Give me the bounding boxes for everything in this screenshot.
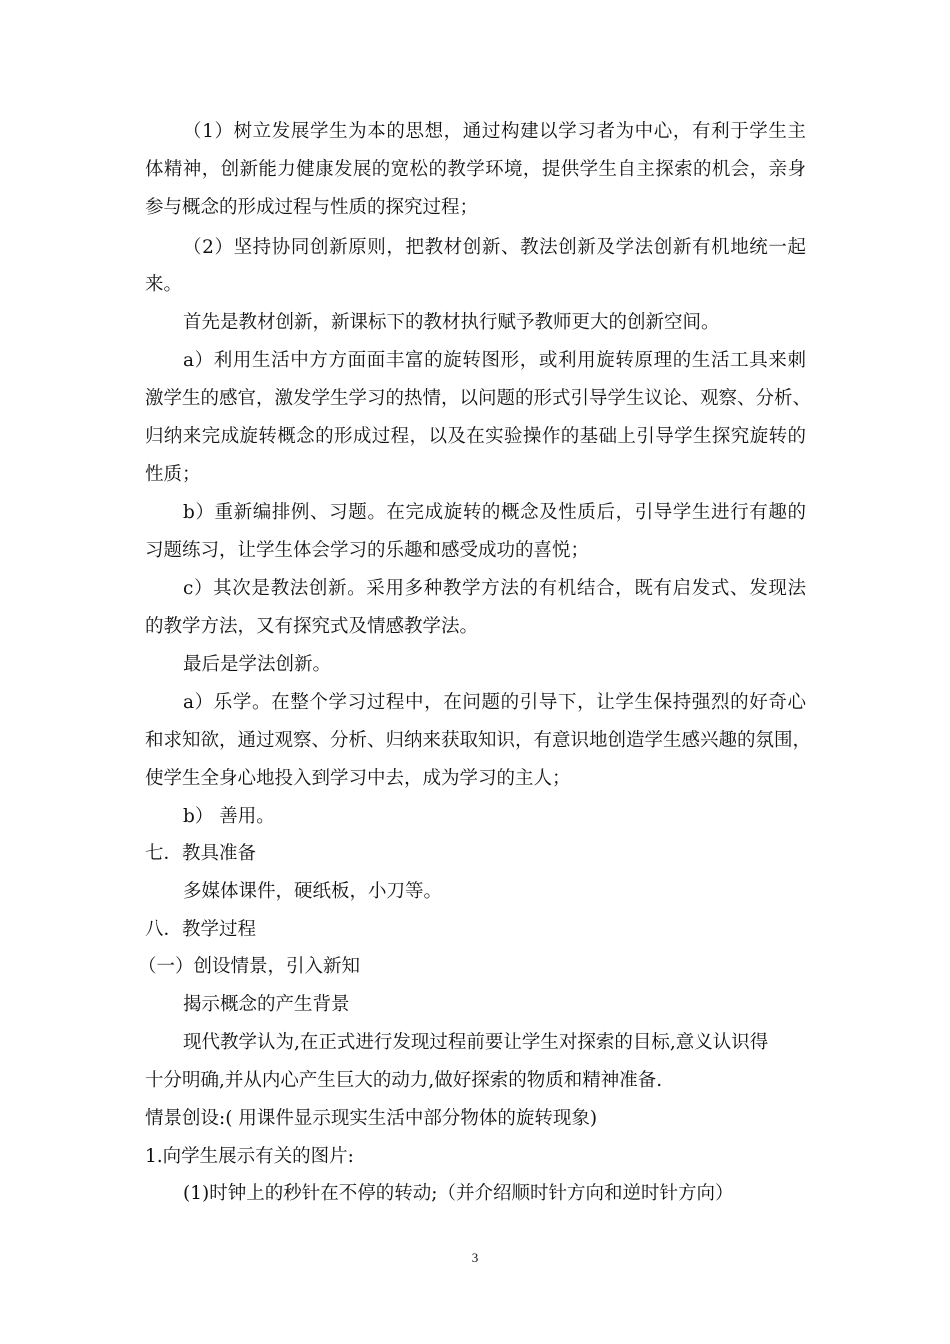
paragraph-4-line-3: 归纳来完成旋转概念的形成过程，以及在实验操作的基础上引导学生探究旋转的: [145, 426, 806, 447]
paragraph-14: 1.向学生展示有关的图片:: [145, 1146, 354, 1167]
paragraph-1-line-1: （1）树立发展学生为本的思想，通过构建以学习者为中心，有利于学生主: [183, 121, 806, 142]
paragraph-4-line-2: 激学生的感官，激发学生学习的热情，以问题的形式引导学生议论、观察、分析、: [145, 388, 812, 409]
paragraph-12-line-1: 现代教学认为,在正式进行发现过程前要让学生对探索的目标,意义认识得: [183, 1032, 769, 1053]
paragraph-5-line-2: 习题练习，让学生体会学习的乐趣和感受成功的喜悦；: [145, 540, 590, 561]
paragraph-8-line-2: 和求知欲，通过观察、分析、归纳来获取知识，有意识地创造学生感兴趣的氛围，: [145, 730, 812, 751]
section-heading-8: 八．教学过程: [145, 919, 257, 940]
section-heading-7: 七．教具准备: [145, 843, 257, 864]
paragraph-11: 揭示概念的产生背景: [183, 994, 350, 1015]
paragraph-6-line-1: c）其次是教法创新。采用多种教学方法的有机结合，既有启发式、发现法: [183, 578, 806, 599]
paragraph-8-line-3: 使学生全身心地投入到学习中去，成为学习的主人；: [145, 768, 571, 789]
paragraph-13: 情景创设:( 用课件显示现实生活中部分物体的旋转现象): [145, 1108, 598, 1129]
page-number: 3: [471, 1250, 479, 1265]
paragraph-15: (1)时钟上的秒针在不停的转动;（并介绍顺时针方向和逆时针方向）: [183, 1183, 734, 1204]
paragraph-1-line-2: 体精神，创新能力健康发展的宽松的教学环境，提供学生自主探索的机会，亲身: [145, 159, 806, 180]
paragraph-4-line-4: 性质；: [145, 464, 201, 485]
paragraph-9: b） 善用。: [183, 806, 275, 827]
paragraph-10: 多媒体课件，硬纸板，小刀等。: [183, 881, 443, 902]
paragraph-8-line-1: a）乐学。在整个学习过程中，在问题的引导下，让学生保持强烈的好奇心: [183, 692, 806, 713]
paragraph-12-line-2: 十分明确,并从内心产生巨大的动力,做好探索的物质和精神准备.: [145, 1070, 663, 1091]
paragraph-2-line-1: （2）坚持协同创新原则，把教材创新、教法创新及学法创新有机地统一起: [183, 237, 806, 258]
subsection-heading-1: （一）创设情景，引入新知: [138, 956, 361, 977]
paragraph-2-line-2: 来。: [145, 274, 183, 295]
paragraph-5-line-1: b）重新编排例、习题。在完成旋转的概念及性质后，引导学生进行有趣的: [183, 502, 806, 523]
paragraph-3: 首先是教材创新，新课标下的教材执行赋予教师更大的创新空间。: [183, 312, 720, 333]
paragraph-1-line-3: 参与概念的形成过程与性质的探究过程；: [145, 197, 479, 218]
paragraph-4-line-1: a）利用生活中方方面面丰富的旋转图形，或利用旋转原理的生活工具来刺: [183, 350, 806, 371]
paragraph-6-line-2: 的教学方法，又有探究式及情感教学法。: [145, 616, 479, 637]
paragraph-7: 最后是学法创新。: [183, 654, 332, 675]
